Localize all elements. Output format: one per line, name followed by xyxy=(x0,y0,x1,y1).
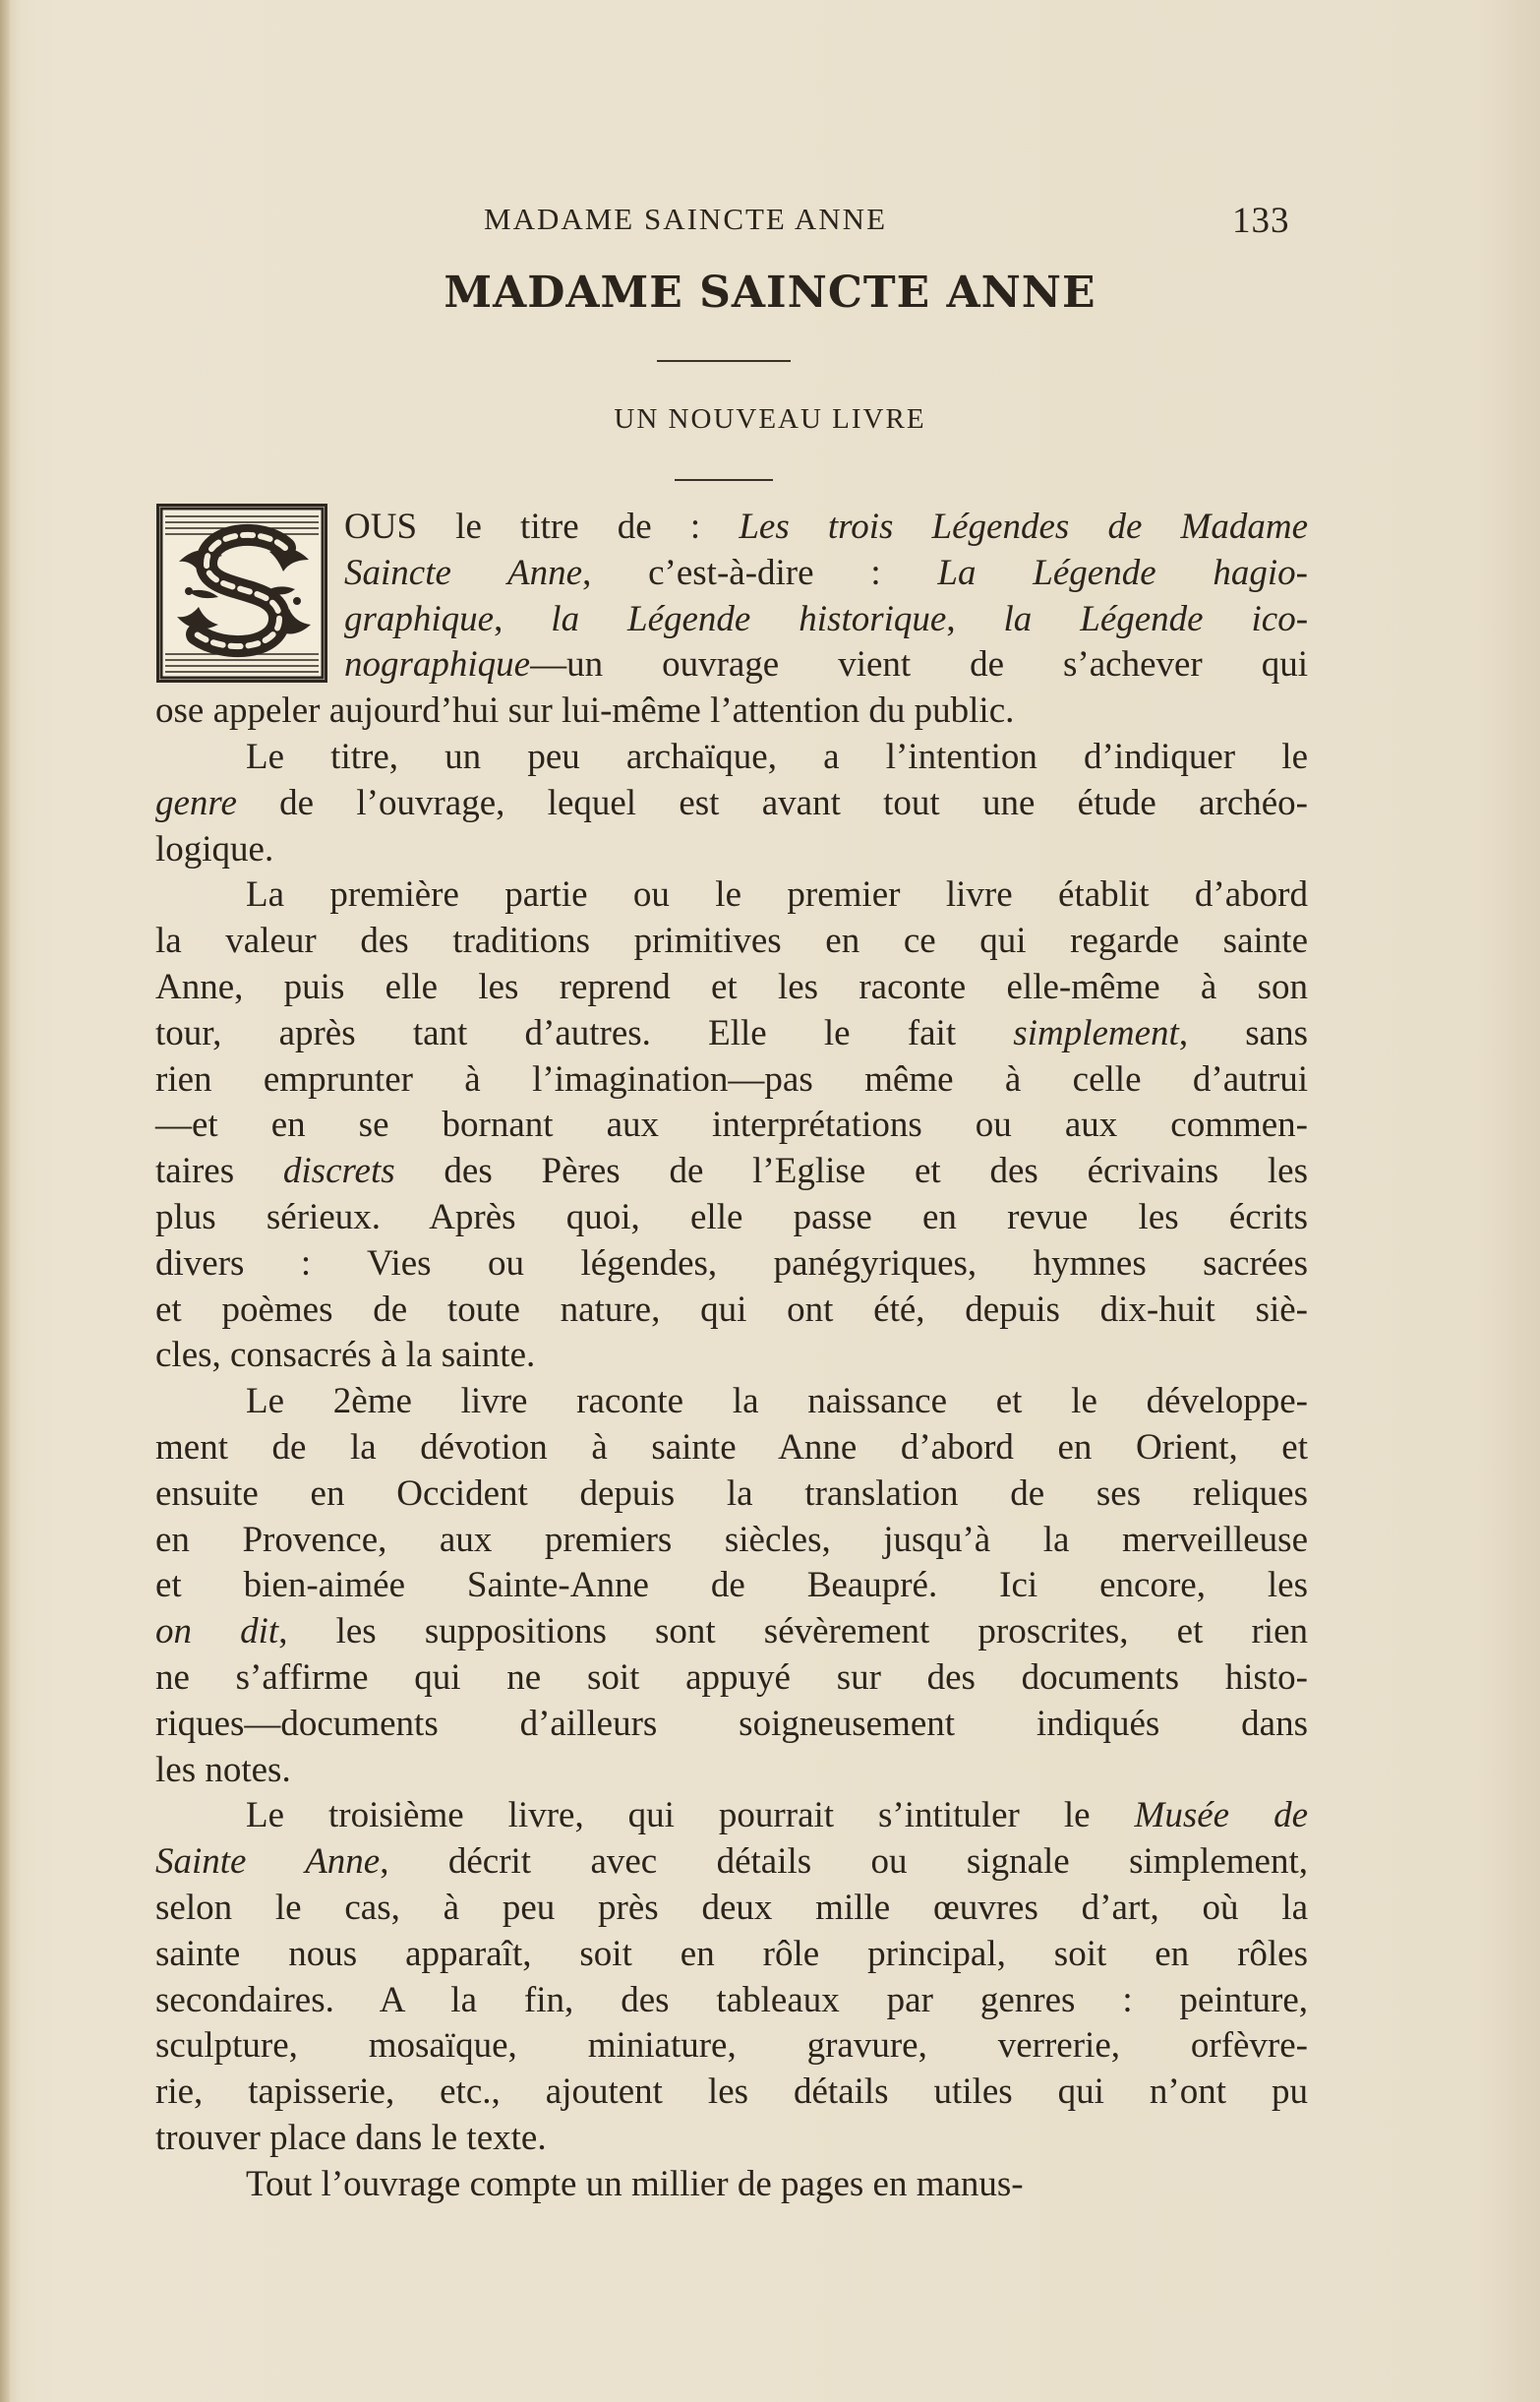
text-segment: , décrit avec détails ou signale simplement, xyxy=(380,1841,1308,1883)
title-divider xyxy=(657,360,791,362)
text-segment: rien emprunter à l’imagination—pas même à celle d’autrui xyxy=(155,1058,1308,1100)
text-line xyxy=(155,1333,1308,1379)
article-title: MADAME SAINCTE ANNE xyxy=(444,268,1096,318)
italic-segment: Saincte Anne xyxy=(344,552,583,593)
text-segment: sainte nous apparaît, soit en rôle principal, soit en rôles xyxy=(155,1933,1308,1974)
italic-segment: Les trois Légendes de Madame xyxy=(739,507,1308,547)
text-line xyxy=(155,1057,1308,1104)
italic-segment: Musée de xyxy=(1134,1795,1308,1836)
text-segment: riques—documents d’ailleurs soigneusement indiqués dans xyxy=(155,1703,1308,1744)
text-line xyxy=(155,965,1308,1011)
italic-segment: discrets xyxy=(282,1151,395,1192)
text-line xyxy=(155,2162,1308,2208)
text-segment: , c’est-à-dire : xyxy=(582,552,938,593)
text-segment: ne s’affirme qui ne soit appuyé sur des documents histo- xyxy=(155,1656,1308,1698)
text-segment: de l’ouvrage, lequel est avant tout une étude archéo- xyxy=(236,782,1308,823)
text-segment: taires xyxy=(155,1151,283,1192)
text-segment: , sans xyxy=(1178,1012,1308,1053)
text-line xyxy=(155,1932,1308,1978)
text-line xyxy=(155,1609,1308,1655)
text-line xyxy=(155,2070,1308,2116)
text-line xyxy=(155,689,1308,735)
text-line xyxy=(155,872,1308,919)
text-line xyxy=(155,1103,1308,1149)
text-segment: selon le cas, à peu près deux mille œuvres d’art, où la xyxy=(155,1887,1308,1928)
italic-segment: genre xyxy=(155,782,237,823)
text-segment: ensuite en Occident depuis la translation de ses reliques xyxy=(155,1472,1308,1514)
text-line xyxy=(155,2116,1308,2162)
text-line xyxy=(155,1563,1308,1609)
text-line xyxy=(155,2023,1308,2070)
text-segment: la valeur des traditions primitives en ce qui regarde sainte xyxy=(155,921,1308,962)
body-text xyxy=(155,505,1308,2207)
text-line xyxy=(155,551,1308,597)
text-segment: plus sérieux. Après quoi, elle passe en revue les écrits xyxy=(155,1196,1308,1237)
text-segment: Anne, puis elle les reprend et les raconte elle-même à son xyxy=(155,966,1308,1007)
text-line xyxy=(155,1518,1308,1564)
text-segment: Le troisième livre, qui pourrait s’intituler le xyxy=(246,1795,1135,1836)
text-line xyxy=(155,1195,1308,1241)
text-line xyxy=(155,1471,1308,1518)
italic-segment: la Légende historique xyxy=(551,598,947,639)
text-line xyxy=(155,1655,1308,1702)
italic-segment: simplement xyxy=(1013,1012,1179,1053)
italic-segment: la Légende ico- xyxy=(1003,598,1309,639)
text-segment: tour, après tant d’autres. Elle le fait xyxy=(155,1012,1014,1053)
text-line xyxy=(155,1793,1308,1839)
book-spine xyxy=(0,0,10,2402)
text-segment: trouver place dans le texte. xyxy=(155,2117,547,2158)
text-line xyxy=(155,1702,1308,1748)
text-segment: divers : Vies ou légendes, panégyriques, hymnes sacrées xyxy=(155,1242,1308,1284)
text-line xyxy=(155,1011,1308,1057)
text-segment: ose appeler aujourd’hui sur lui-même l’attention du public. xyxy=(155,691,1015,732)
text-segment: —un ouvrage vient de s’achever qui xyxy=(530,644,1308,686)
italic-segment: on dit xyxy=(155,1611,279,1652)
text-segment: Tout l’ouvrage compte un millier de pages en manus- xyxy=(246,2163,1024,2204)
text-line xyxy=(155,642,1308,689)
text-segment: secondaires. A la fin, des tableaux par genres : peinture, xyxy=(155,1979,1308,2020)
text-segment: rie, tapisserie, etc., ajoutent les détails utiles qui n’ont pu xyxy=(155,2072,1308,2113)
text-line xyxy=(155,1241,1308,1288)
text-line xyxy=(155,1748,1308,1794)
text-segment: Le titre, un peu archaïque, a l’intention d’indiquer le xyxy=(246,736,1308,777)
italic-segment: Sainte Anne xyxy=(155,1841,381,1883)
text-segment: et bien-aimée Sainte-Anne de Beaupré. Ici encore, les xyxy=(155,1565,1308,1606)
italic-segment: La Légende hagio- xyxy=(937,552,1309,593)
text-segment: , les suppositions sont sévèrement proscrites, et rien xyxy=(278,1611,1309,1652)
text-segment: cles, consacrés à la sainte. xyxy=(155,1335,536,1376)
text-line xyxy=(155,505,1308,551)
text-line xyxy=(155,919,1308,965)
text-segment: ment de la dévotion à sainte Anne d’abord en Orient, et xyxy=(155,1426,1308,1468)
running-head xyxy=(0,202,1540,247)
text-line xyxy=(155,1149,1308,1195)
text-segment: logique. xyxy=(155,828,274,870)
text-segment: les notes. xyxy=(155,1749,291,1790)
text-segment: La première partie ou le premier livre établit d’abord xyxy=(246,874,1308,916)
text-line xyxy=(155,1288,1308,1334)
text-segment: en Provence, aux premiers siècles, jusqu’à la merveilleuse xyxy=(155,1519,1308,1560)
text-line xyxy=(155,781,1308,827)
text-segment: OUS le titre de : xyxy=(344,507,740,547)
text-line xyxy=(155,597,1308,643)
italic-segment: nographique xyxy=(344,644,531,686)
text-segment: et poèmes de toute nature, qui ont été, depuis dix-huit siè- xyxy=(155,1289,1308,1330)
text-segment: Le 2ème livre raconte la naissance et le développe- xyxy=(246,1381,1308,1422)
italic-segment: graphique xyxy=(344,598,495,639)
subtitle-divider xyxy=(675,479,773,481)
text-line xyxy=(155,1379,1308,1425)
text-segment: , xyxy=(946,598,1004,639)
text-line xyxy=(155,1886,1308,1932)
text-segment: sculpture, mosaïque, miniature, gravure, verrerie, orfèvre- xyxy=(155,2025,1308,2067)
text-line xyxy=(155,735,1308,781)
text-line xyxy=(155,1839,1308,1886)
text-line xyxy=(155,827,1308,873)
page-number: 133 xyxy=(1232,201,1290,241)
text-line xyxy=(155,1978,1308,2024)
text-segment: —et en se bornant aux interprétations ou aux commen- xyxy=(155,1105,1308,1146)
text-segment: , xyxy=(494,598,552,639)
article-subtitle: UN NOUVEAU LIVRE xyxy=(614,403,926,435)
running-head-title: MADAME SAINCTE ANNE xyxy=(484,202,887,236)
text-segment: des Pères de l’Eglise et des écrivains les xyxy=(394,1151,1309,1192)
text-line xyxy=(155,1425,1308,1471)
